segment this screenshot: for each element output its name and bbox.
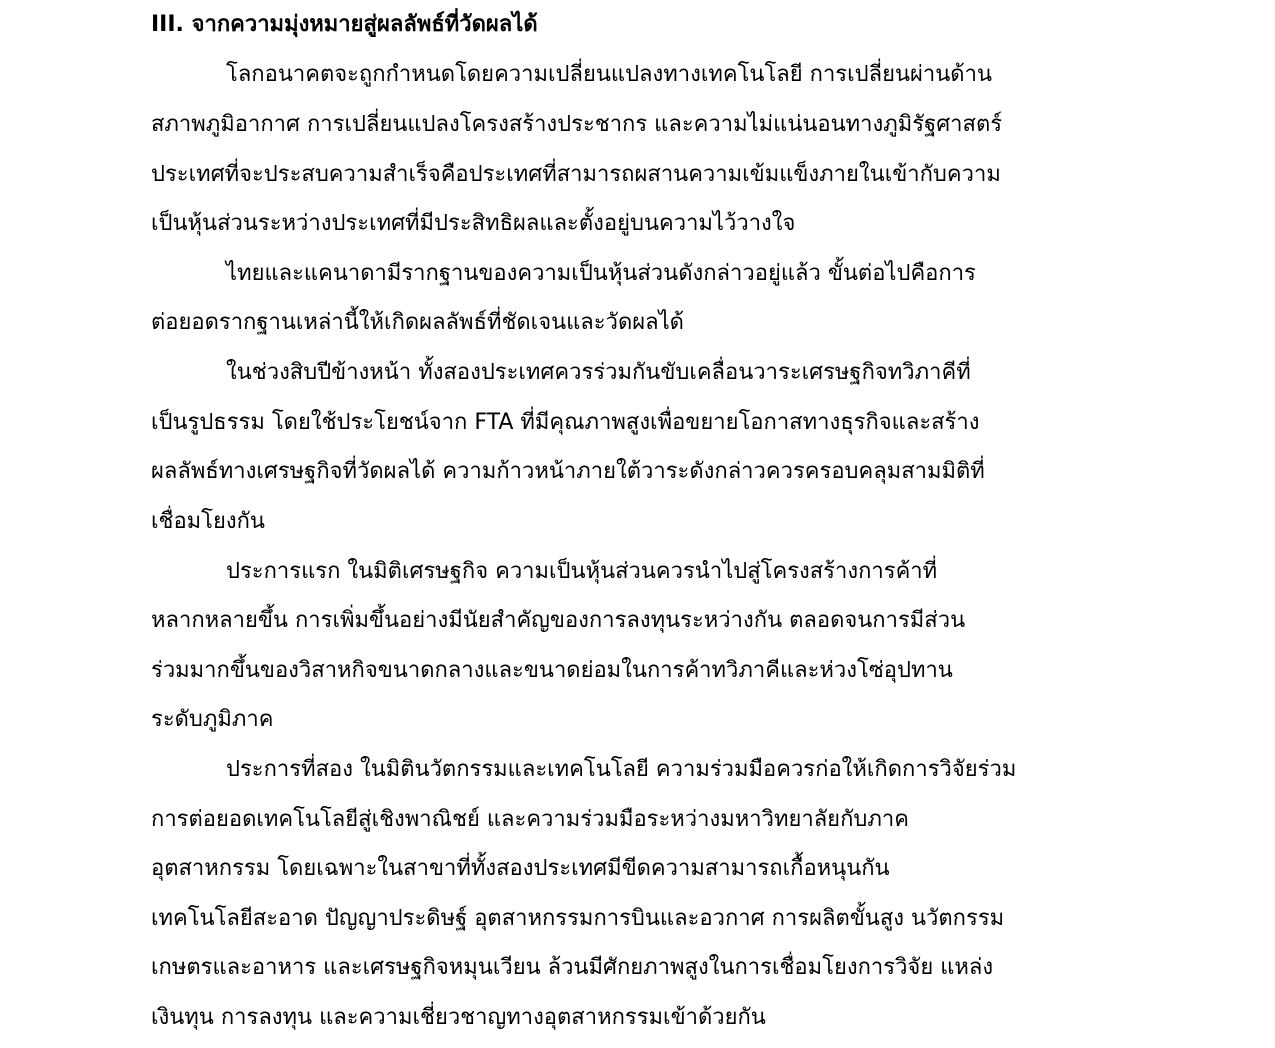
paragraph-line: เทคโนโลยีสะอาด ปัญญาประดิษฐ์ อุตสาหกรรมการบินและอวกาศ การผลิตขั้นสูง นวัตกรรม	[151, 906, 1005, 931]
paragraph-line: เกษตรและอาหาร และเศรษฐกิจหมุนเวียน ล้วนมีศักยภาพสูงในการเชื่อมโยงการวิจัย แหล่ง	[151, 955, 994, 980]
paragraph-line: ผลลัพธ์ทางเศรษฐกิจที่วัดผลได้ ความก้าวหน้าภายใต้วาระดังกล่าวควรครอบคลุมสามมิติที่	[151, 459, 985, 484]
paragraph-line: โลกอนาคตจะถูกกำหนดโดยความเปลี่ยนแปลงทางเทคโนโลยี การเปลี่ยนผ่านด้าน	[226, 62, 992, 87]
paragraph-line: เชื่อมโยงกัน	[151, 509, 265, 534]
paragraph-line: สภาพภูมิอากาศ การเปลี่ยนแปลงโครงสร้างประชากร และความไม่แน่นอนทางภูมิรัฐศาสตร์	[151, 112, 1003, 137]
paragraph-line: ในช่วงสิบปีข้างหน้า ทั้งสองประเทศควรร่วมกันขับเคลื่อนวาระเศรษฐกิจทวิภาคีที่	[226, 360, 971, 385]
section-heading: III. จากความมุ่งหมายสู่ผลลัพธ์ที่วัดผลได้	[151, 12, 538, 37]
paragraph-line: เป็นหุ้นส่วนระหว่างประเทศที่มีประสิทธิผลและตั้งอยู่บนความไว้วางใจ	[151, 211, 796, 236]
paragraph-line: เงินทุน การลงทุน และความเชี่ยวชาญทางอุตสาหกรรมเข้าด้วยกัน	[151, 1005, 766, 1030]
paragraph-line: หลากหลายขึ้น การเพิ่มขึ้นอย่างมีนัยสำคัญของการลงทุนระหว่างกัน ตลอดจนการมีส่วน	[151, 608, 966, 633]
paragraph-line: ไทยและแคนาดามีรากฐานของความเป็นหุ้นส่วนดังกล่าวอยู่แล้ว ขั้นต่อไปคือการ	[226, 261, 976, 286]
paragraph-line: การต่อยอดเทคโนโลยีสู่เชิงพาณิชย์ และความร่วมมือระหว่างมหาวิทยาลัยกับภาค	[151, 807, 909, 832]
paragraph-line: อุตสาหกรรม โดยเฉพาะในสาขาที่ทั้งสองประเทศมีขีดความสามารถเกื้อหนุนกัน	[151, 856, 890, 881]
paragraph-line: ประการแรก ในมิติเศรษฐกิจ ความเป็นหุ้นส่วนควรนำไปสู่โครงสร้างการค้าที่	[226, 559, 938, 584]
paragraph-line: ร่วมมากขึ้นของวิสาหกิจขนาดกลางและขนาดย่อมในการค้าทวิภาคีและห่วงโซ่อุปทาน	[151, 658, 953, 683]
paragraph-line: เป็นรูปธรรม โดยใช้ประโยชน์จาก FTA ที่มีคุณภาพสูงเพื่อขยายโอกาสทางธุรกิจและสร้าง	[151, 410, 980, 435]
paragraph-line: ประการที่สอง ในมิตินวัตกรรมและเทคโนโลยี ความร่วมมือควรก่อให้เกิดการวิจัยร่วม	[226, 757, 1017, 782]
paragraph-line: ต่อยอดรากฐานเหล่านี้ให้เกิดผลลัพธ์ที่ชัดเจนและวัดผลได้	[151, 310, 684, 335]
paragraph-line: ระดับภูมิภาค	[151, 707, 274, 732]
paragraph-line: ประเทศที่จะประสบความสำเร็จคือประเทศที่สามารถผสานความเข้มแข็งภายในเข้ากับความ	[151, 162, 1001, 187]
